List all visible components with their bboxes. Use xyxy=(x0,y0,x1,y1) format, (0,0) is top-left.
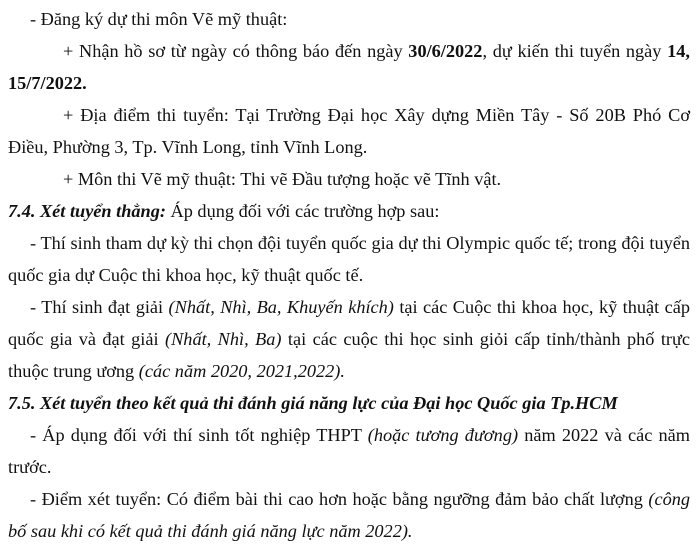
text-span: tại các Cuộc thi khoa học, kỹ thuật cấp quốc gia và đạt giải xyxy=(8,297,691,349)
paragraph-p10 xyxy=(8,483,690,547)
text-span: tại các cuộc thi học sinh giỏi cấp tỉnh/thành phố trực thuộc trung ương xyxy=(8,329,691,381)
text-span: 7.4. Xét tuyển thẳng: xyxy=(8,201,166,221)
text-span: - Thí sinh đạt giải xyxy=(30,297,169,317)
text-span: Áp dụng đối với các trường hợp sau: xyxy=(165,201,440,221)
paragraph-p4 xyxy=(8,163,690,195)
text-span: - Thí sinh tham dự kỳ thi chọn đội tuyển quốc gia dự thi Olympic quốc tế; trong đội tuyển quốc gia dự Cuộc thi khoa học, kỹ thuật quốc tế. xyxy=(8,233,690,285)
paragraph-p8 xyxy=(8,387,690,419)
paragraph-p5 xyxy=(8,195,690,227)
paragraph-p3 xyxy=(8,99,690,163)
paragraph-p7 xyxy=(8,291,690,387)
text-span: 14, 15/7/2022. xyxy=(8,41,690,93)
paragraph-p6 xyxy=(8,227,690,291)
text-span: , dự kiến thi tuyển ngày xyxy=(482,41,668,61)
text-span: (hoặc tương đương) xyxy=(367,425,519,445)
text-span: 7.5. Xét tuyển theo kết quả thi đánh giá năng lực của Đại học Quốc gia Tp.HCM xyxy=(8,393,618,413)
text-span: (Nhất, Nhì, Ba, Khuyến khích) xyxy=(168,297,394,317)
text-span: 30/6/2022 xyxy=(408,41,483,61)
text-span: (Nhất, Nhì, Ba) xyxy=(165,329,282,349)
text-span: (công bố sau khi có kết quả thi đánh giá năng lực năm 2022). xyxy=(8,489,690,541)
text-span: - Áp dụng đối với thí sinh tốt nghiệp THPT xyxy=(30,425,368,445)
paragraph-p2 xyxy=(8,35,690,99)
paragraph-p1 xyxy=(8,3,690,35)
text-span: - Điểm xét tuyển: Có điểm bài thi cao hơn hoặc bằng ngưỡng đảm bảo chất lượng xyxy=(30,489,649,509)
text-span: + Môn thi Vẽ mỹ thuật: Thi vẽ Đầu tượng hoặc vẽ Tĩnh vật. xyxy=(63,169,502,189)
text-span: (các năm 2020, 2021,2022). xyxy=(138,361,345,381)
text-span: + Địa điểm thi tuyển: Tại Trường Đại học Xây dựng Miền Tây - Số 20B Phó Cơ Điều, Phường 3, Tp. Vĩnh Long, tỉnh Vĩnh Long. xyxy=(8,105,690,157)
text-span: + Nhận hồ sơ từ ngày có thông báo đến ngày xyxy=(63,41,409,61)
text-span: năm 2022 và các năm trước. xyxy=(8,425,690,477)
text-span: - Đăng ký dự thi môn Vẽ mỹ thuật: xyxy=(30,9,288,29)
paragraph-p9 xyxy=(8,419,690,483)
